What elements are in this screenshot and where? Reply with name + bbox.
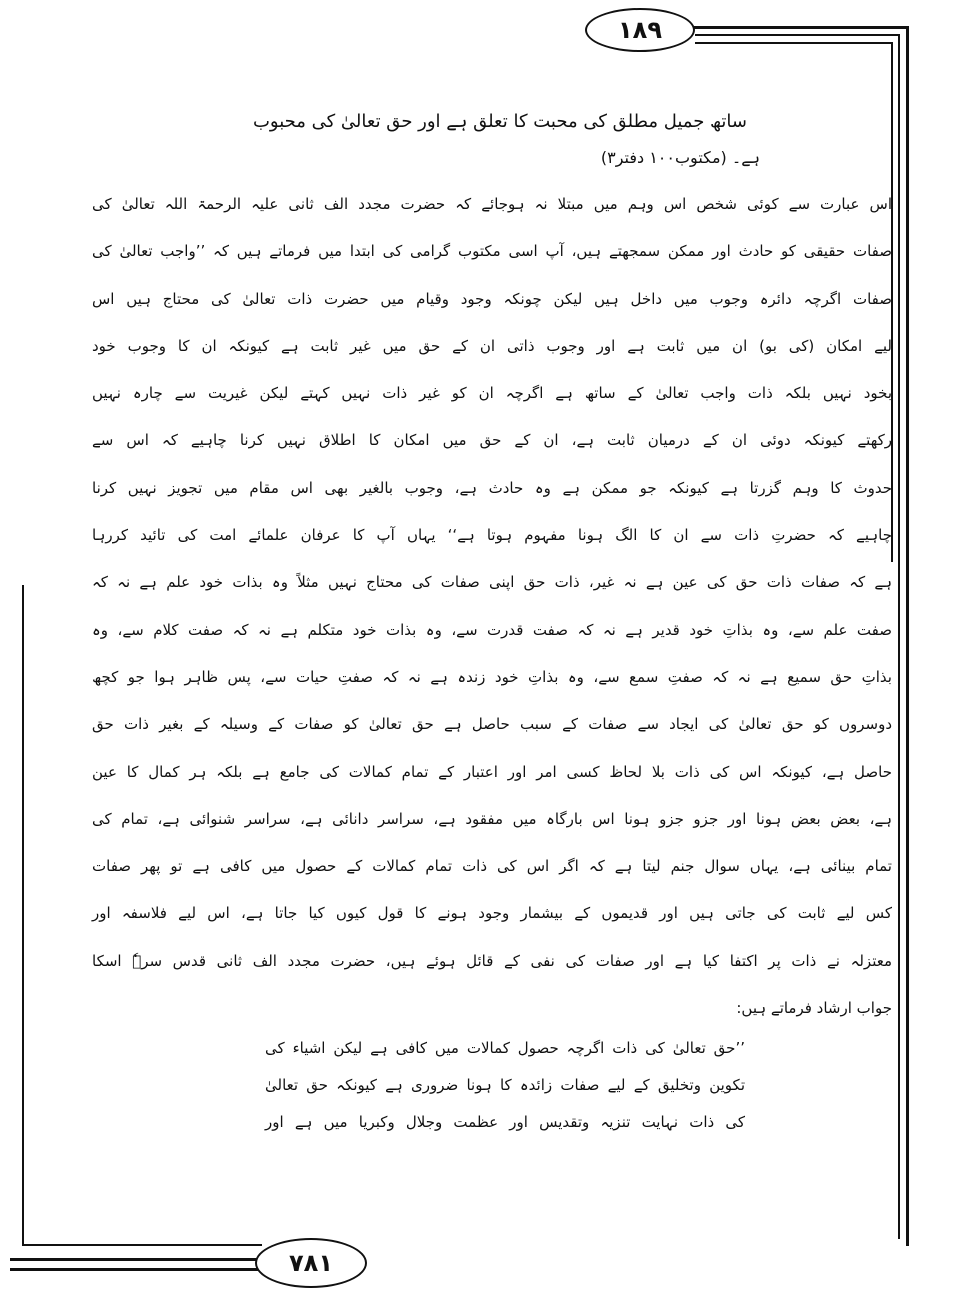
heading-line-1: ساتھ جمیل مطلق کی محبت کا تعلق ہے اور حق تعالیٰ کی محبوب [252, 111, 748, 132]
quote-line: کی ذات نہایت تنزیہ وتقدیس اور عظمت وجلال وکبریا میں ہے اور [265, 1113, 745, 1131]
body-line: صفات اگرچہ دائرہ وجوب میں داخل ہیں لیکن چونکہ وجود وقیام میں حضرت ذات تعالیٰ کی محتاج ہیں اس [92, 289, 892, 308]
frame-bottom-line-2 [10, 1258, 260, 1261]
body-line: حاصل ہے، کیونکہ اس کی ذات بلا لحاظ کسی امر اور اعتبار کے تمام کمالات کی جامع ہے بلکہ ہر کمال کا عین [92, 762, 892, 781]
body-line: چاہیے کہ حضرتِ ذات سے ان کا الگ ہونا مفہوم ہوتا ہے‘‘ یہاں آپ کا عرفان علمائے امت کی تائید کررہا [92, 526, 892, 545]
body-line: لیے امکان (کی بو) ان میں ثابت ہے اور وجوب ذاتی ان کے حق میں غیر ثابت ہے کیونکہ ان کا وجوب خود [92, 336, 892, 355]
body-line: بخود نہیں بلکہ ذات واجب تعالیٰ کے ساتھ ہے اگرچہ ان کو غیر ذات نہیں کہتے لیکن غیریت سے چارہ نہیں [92, 384, 892, 403]
frame-bottom-line-1 [22, 1244, 262, 1246]
frame-top-line-1 [690, 26, 908, 29]
bottom-page-number: ۷۸۱ [255, 1238, 367, 1288]
heading-line-2: ہے۔ (مکتوب۱۰۰ دفتر۳) [600, 148, 760, 167]
body-line: ہے، بعض بعض ہونا اور جزو جزو ہونا اس بارگاہ میں مفقود ہے، سراسر دانائی ہے، سراسر شنوائی ہے، تمام کی [92, 809, 892, 828]
body-line: ہے کہ صفات ذات حق کی عین ہے نہ غیر، ذات حق اپنی صفات کی محتاج نہیں مثلاً وہ بذات خود علم ہے نہ کہ [92, 573, 892, 592]
body-line: جواب ارشاد فرماتے ہیں: [736, 999, 892, 1018]
heading [200, 104, 800, 176]
frame-right-line-1 [906, 26, 909, 1246]
body-line: تمام بینائی ہے، یہاں سوال جنم لیتا ہے کہ اگر اس کی ذات تمام کمالات کے حصول میں کافی ہے تو پھر صفات [92, 857, 892, 876]
top-page-number: ۱۸۹ [585, 8, 695, 52]
body-line: صفات حقیقی کو حادث اور ممکن سمجھتے ہیں، آپ اسی مکتوب گرامی کی ابتدا میں فرماتے ہیں کہ ’’واجب تعالیٰ کی [92, 242, 892, 261]
body-line: بذاتِ حق سمیع ہے نہ کہ صفتِ سمع سے، وہ بذاتِ خود زندہ ہے نہ کہ صفتِ حیات سے، پس ظاہر ہوا جو کچھ [92, 667, 892, 686]
frame-top-line-3 [695, 42, 893, 44]
body-line: اس عبارت سے کوئی شخص اس وہم میں مبتلا نہ ہوجائے کہ حضرت مجدد الف ثانی علیہ الرحمۃ اللہ تعالیٰ کی [92, 195, 892, 213]
frame-top-line-2 [695, 34, 900, 36]
body-line: کس لیے ثابت کی جاتی ہیں اور قدیموں کے بیشمار وجود ہونے کا قول کیوں کیا جاتا ہے، اس لیے فلاسفہ اور [92, 904, 892, 923]
body-line: رکھتے کیونکہ دوئی ان کے درمیان ثابت ہے، ان کے حق میں امکان کا اطلاق نہیں کرنا چاہیے کہ اس سے [92, 431, 892, 450]
frame-right-line-2 [898, 34, 900, 1239]
body-line: دوسروں کو حق تعالیٰ کی ایجاد سے صفات کے سبب حاصل ہے حق تعالیٰ کو صفات کے وسیلہ کے بغیر ذات حق [92, 715, 892, 734]
frame-left-line [22, 585, 24, 1245]
quote-line: تکوین وتخلیق کے لیے صفات زائدہ کا ہونا ضروری ہے کیونکہ حق تعالیٰ [265, 1076, 745, 1094]
frame-bottom-line-3 [10, 1268, 260, 1271]
quote-line: ’’حق تعالیٰ کی ذات اگرچہ حصول کمالات میں کافی ہے لیکن اشیاء کی [265, 1039, 745, 1057]
body-text [92, 181, 892, 1032]
quote-block [265, 1030, 745, 1141]
body-line: حدوث کا وہم گزرتا ہے کیونکہ جو ممکن ہے وہ حادث ہے، وجوب بالغیر بھی اس مقام میں تجویز نہیں کرنا [92, 478, 892, 497]
body-line: صفت علم سے، وہ بذاتِ خود قدیر ہے نہ کہ صفت قدرت سے، وہ بذات خود متکلم ہے نہ کہ صفت کلام سے، وہ [92, 620, 892, 639]
body-line: معتزلہ نے ذات پر اکتفا کیا ہے اور صفات کی نفی کے قائل ہوئے ہیں، حضرت مجدد الف ثانی قدس سرہٗ اسکا [92, 951, 892, 970]
